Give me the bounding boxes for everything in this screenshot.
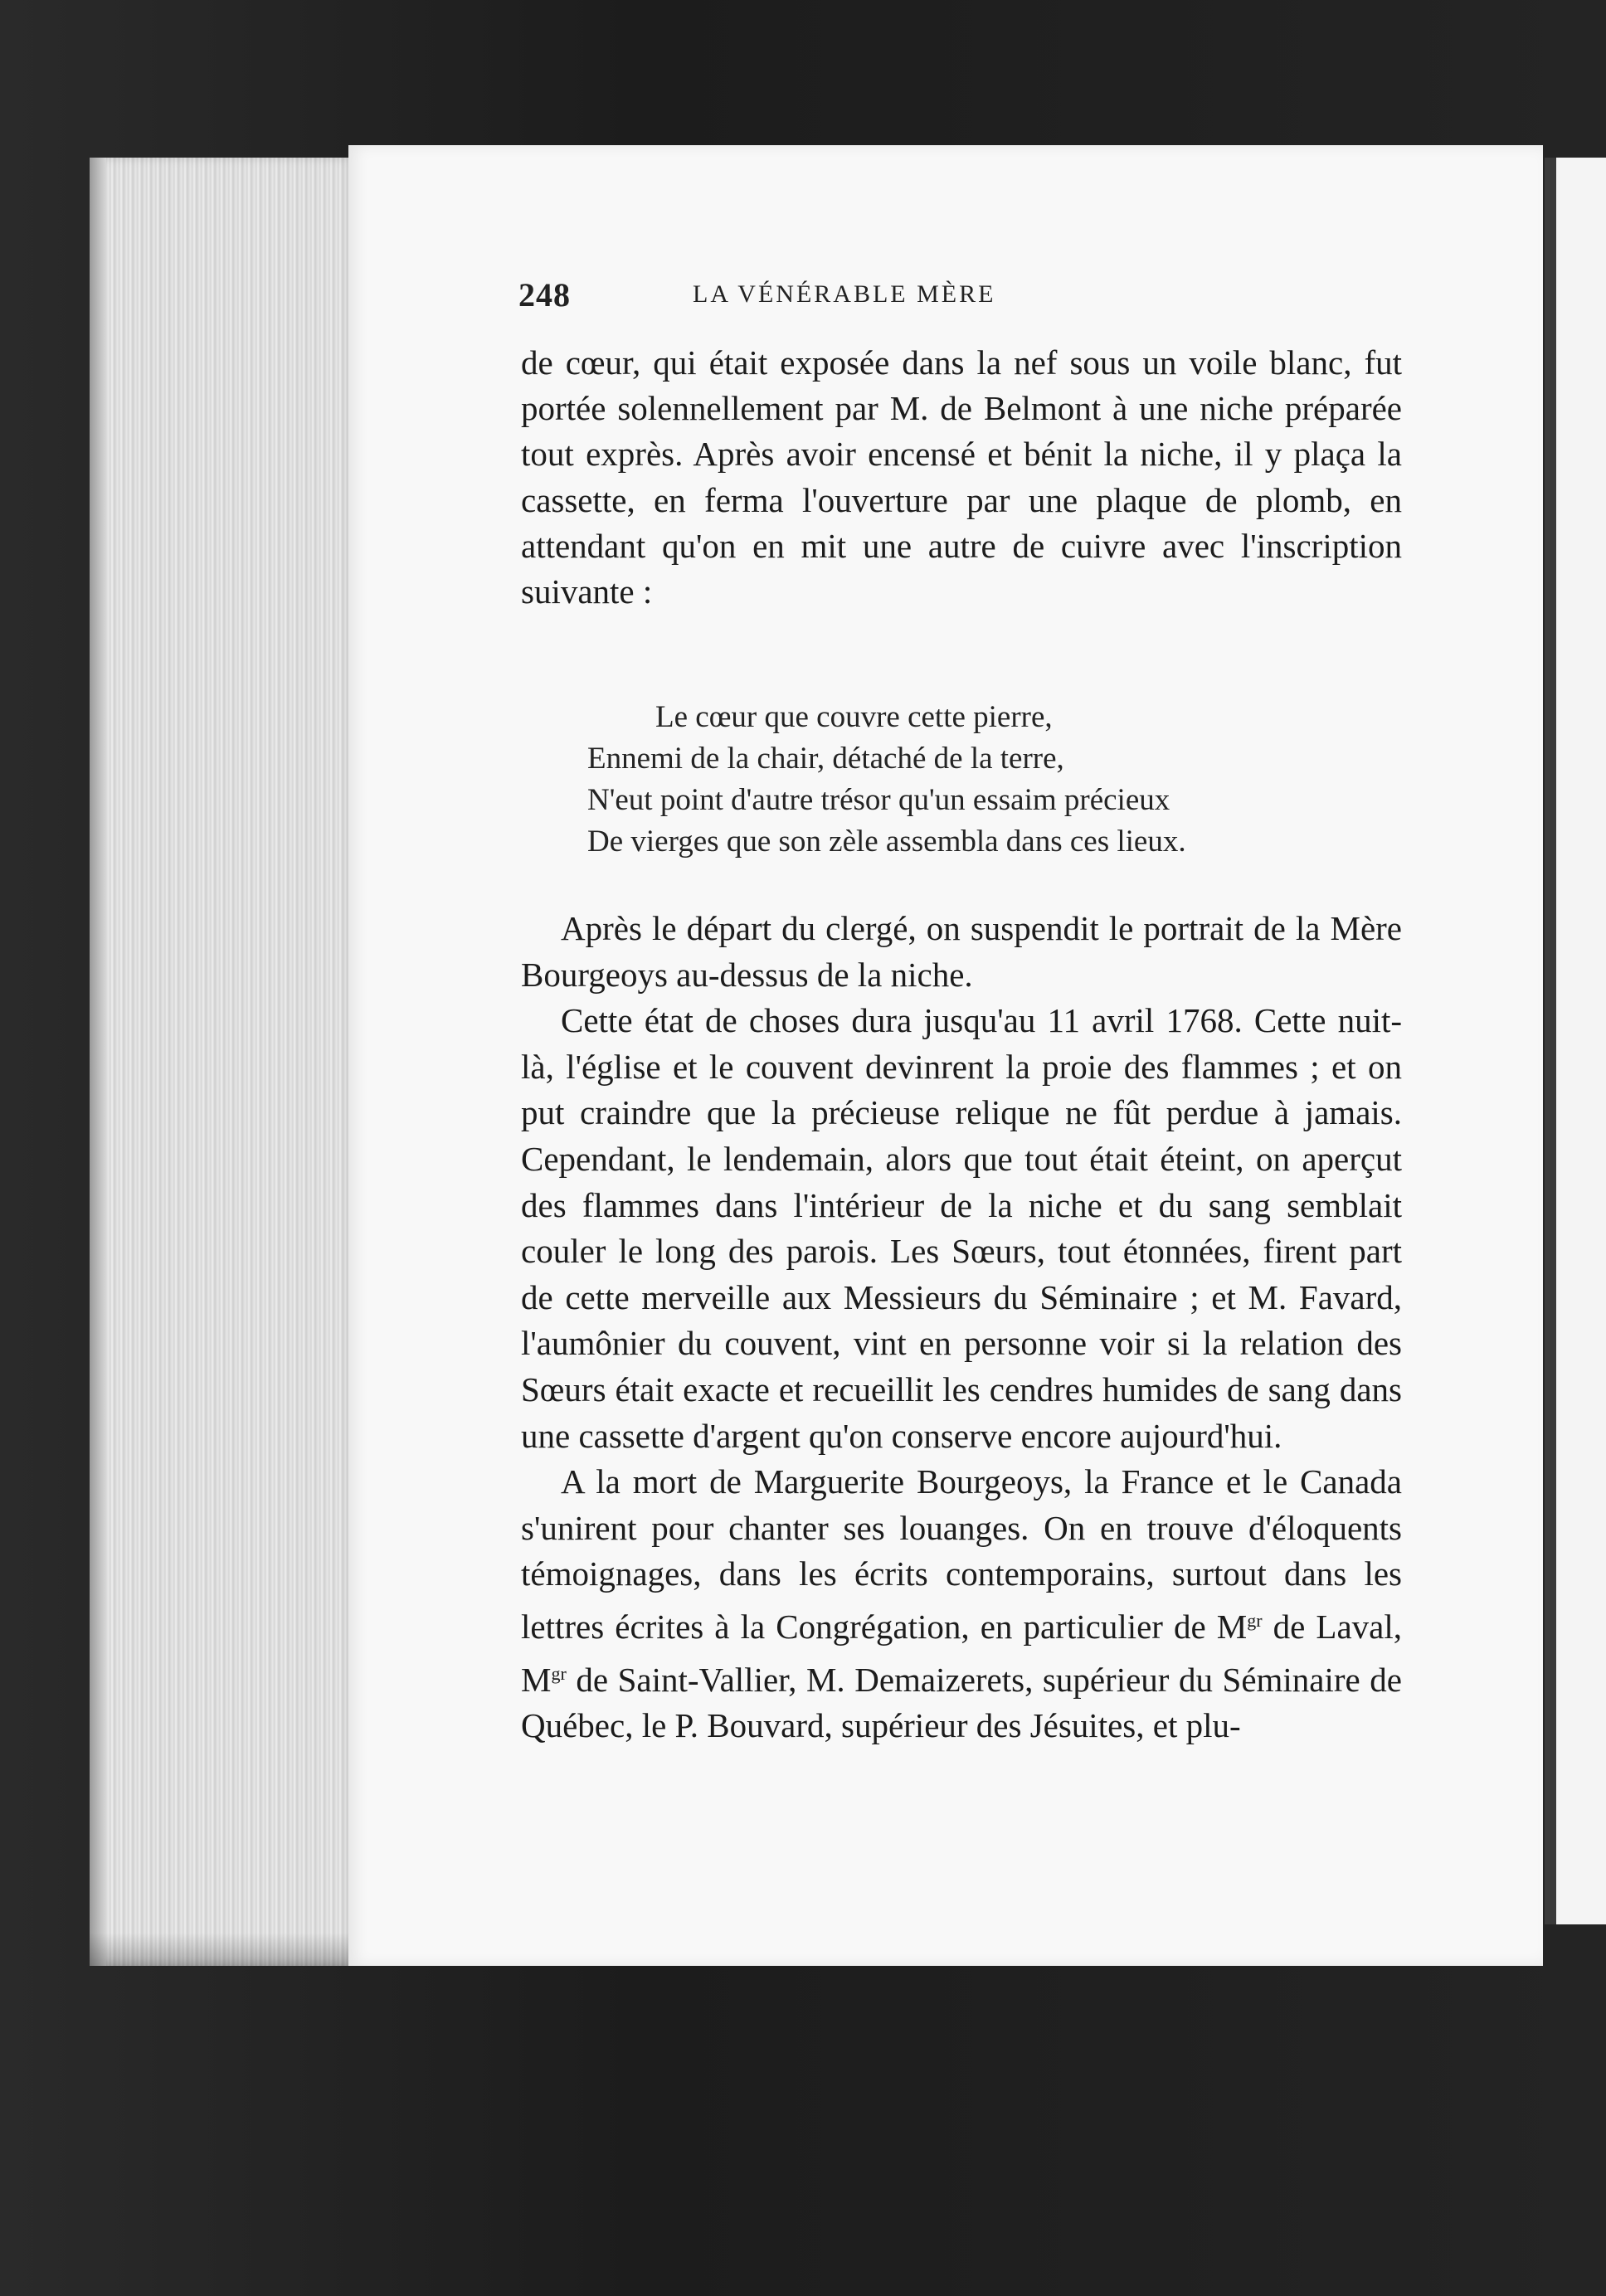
paragraph-4-part-c: de Saint-Vallier, M. Demaizerets, supérieur du Séminaire de Québec, le P. Bouvard, supérieur des Jésuites, et plu- <box>521 1660 1402 1745</box>
verse-line-3: N'eut point d'autre trésor qu'un essaim précieux <box>587 783 1170 817</box>
book-page-edges <box>90 158 355 1966</box>
body-paragraphs <box>521 906 1402 1749</box>
verse-line-4: De vierges que son zèle assembla dans ces lieux. <box>587 825 1186 859</box>
paragraph-1 <box>521 340 1402 615</box>
page-number: 248 <box>518 276 571 314</box>
adjacent-page-edge <box>1545 158 1606 1924</box>
verse-line-2: Ennemi de la chair, détaché de la terre, <box>587 742 1064 776</box>
paragraph-4-part-a: A la mort de Marguerite Bourgeoys, la France et le Canada s'unirent pour chanter ses louanges. On en trouve d'éloquents témoignages, dans les écrits contemporains, surtout dans les lettres écrites à la Congrégation, en particulier de M <box>521 1462 1402 1646</box>
paragraph-4 <box>521 1459 1402 1749</box>
paragraph-3: Cette état de choses dura jusqu'au 11 avril 1768. Cette nuit-là, l'église et le couvent devinrent la proie des flammes ; et on put craindre que la précieuse relique ne fût perdue à jamais. Cependant, le lendemain, alors que tout était éteint, on aperçut des flammes dans l'intérieur de la niche et du sang semblait couler le long des parois. Les Sœurs, tout étonnées, firent part de cette merveille aux Messieurs du Séminaire ; et M. Favard, l'aumônier du couvent, vint en personne voir si la relation des Sœurs était exacte et recueillit les cendres humides de sang dans une cassette d'argent qu'on conserve encore aujourd'hui. <box>521 1001 1402 1455</box>
paragraph-1-text: de cœur, qui était exposée dans la nef sous un voile blanc, fut portée solennellement par M. de Belmont à une niche préparée tout exprès. Après avoir encensé et bénit la niche, il y plaça la cassette, en ferma l'ouverture par une plaque de plomb, en attendant qu'on en mit une autre de cuivre avec l'inscription suivante : <box>521 343 1402 611</box>
abbreviation-superscript-2: gr <box>551 1662 567 1684</box>
abbreviation-superscript-1: gr <box>1247 1609 1263 1631</box>
paragraph-4-part-b: de Laval, M <box>521 1607 1402 1699</box>
page-header <box>518 275 1116 317</box>
paragraph-2: Après le départ du clergé, on suspendit le portrait de la Mère Bourgeoys au-dessus de la niche. <box>521 909 1402 994</box>
verse-inscription <box>587 697 1375 863</box>
verse-line-1: Le cœur que couvre cette pierre, <box>655 700 1053 734</box>
running-head: LA VÉNÉRABLE MÈRE <box>693 280 996 308</box>
